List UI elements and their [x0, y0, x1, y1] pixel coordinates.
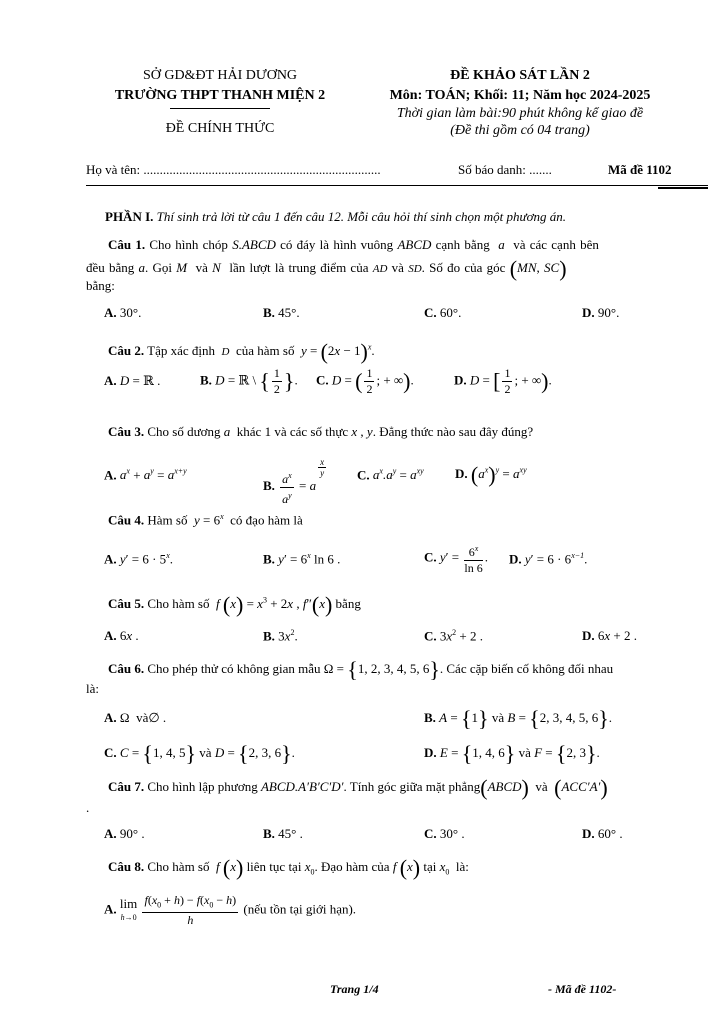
- name-field-label: Họ và tên: .........................................................................: [86, 162, 381, 177]
- q8-line1: Câu 8. Cho hàm số f (x) liên tục tại $x_0$. Đạo hàm của f (x) tại $x_0$ là:: [108, 855, 469, 880]
- q7-option-c: C. 30° .: [424, 826, 465, 841]
- q4-label: Câu 4.: [108, 512, 145, 528]
- footer-exam-code: - Mã đề 1102-: [548, 982, 617, 996]
- q2-line1: Câu 2. Tập xác định D của hàm số $y = (2x - 1)^x$.: [108, 339, 375, 364]
- part1-instruction: Thí sinh trả lời từ câu 1 đến câu 12. Mỗi câu hỏi thí sinh chọn một phương án.: [156, 209, 567, 224]
- q1-text: và các cạnh bên: [513, 237, 599, 252]
- q4-option-a: A. $y' = 6 \cdot 5^x$.: [104, 551, 173, 567]
- pages-line: (Đề thi gồm có 04 trang): [450, 123, 590, 138]
- q7-label: Câu 7.: [108, 778, 145, 794]
- q4-option-d: D. $y' = 6 \cdot 6^{x-1}$.: [509, 551, 588, 567]
- part1-heading: [105, 209, 566, 225]
- q5-label: Câu 5.: [108, 595, 145, 611]
- q1-text: có đáy là hình vuông: [280, 237, 394, 252]
- q1-text: cạnh bằng: [435, 237, 490, 252]
- q2-option-b: B. D = ℝ \ { $\frac{1}{2}$ }.: [200, 366, 298, 396]
- page-number: Trang 1/4: [330, 982, 379, 996]
- q1-line3: bằng:: [86, 278, 115, 293]
- school-name: TRƯỜNG THPT THANH MIỆN 2: [114, 88, 326, 103]
- q6-line1: Câu 6. Cho phép thử có không gian mẫu Ω = {1, 2, 3, 4, 5, 6}. Các cặp biến cố không đối nhau: [108, 657, 614, 682]
- q4-line1: Câu 4. Hàm số $y = 6^x$ có đạo hàm là: [108, 512, 303, 528]
- official-label: ĐỀ CHÍNH THỨC: [165, 121, 275, 136]
- q1-option-a: A. 30°.: [104, 305, 142, 320]
- q5-option-c: C. $3x^2 + 2$ .: [424, 628, 484, 644]
- q7-option-d: D. 60° .: [582, 826, 623, 841]
- q6-option-c: C. C = {1, 4, 5} và D = {2, 3, 6}.: [104, 741, 295, 766]
- q1-option-b: B. 45°.: [263, 305, 300, 320]
- q3-label: Câu 3.: [108, 424, 145, 439]
- header-divider: [170, 108, 270, 109]
- q6-option-b: B. A = {1} và B = {2, 3, 4, 5, 6}.: [424, 706, 613, 731]
- q8-label: Câu 8.: [108, 858, 145, 874]
- q7-option-a: A. 90° .: [104, 826, 145, 841]
- q6-option-d: D. E = {1, 4, 6} và F = {2, 3}.: [424, 741, 600, 766]
- q7-option-b: B. 45° .: [263, 826, 303, 841]
- q1-text: . Gọi: [145, 259, 173, 275]
- q3-option-b: B. $\frac{a^x}{a^y}$ = a $^{\frac{x}{y}}$: [263, 457, 325, 506]
- q1-text: . Số đo của góc: [421, 259, 506, 275]
- q5-line1: Câu 5. Cho hàm số f $(x) = x^3 + 2x$ , f″(x) bằng: [108, 592, 361, 617]
- time-line: Thời gian làm bài:90 phút không kể giao đề: [396, 106, 644, 121]
- dept-name: SỞ GD&ĐT HẢI DƯƠNG: [142, 68, 298, 83]
- q4-option-b: B. $y' = 6^x$ ln 6 .: [263, 551, 341, 567]
- q1-text: và: [391, 259, 404, 275]
- q6-option-a: A. Ω và∅ .: [104, 710, 167, 725]
- q1-line2: đều bằng a. Gọi M và N lần lượt là trung điểm của AD và SD. Số đo của góc (MN, SC): [86, 256, 567, 281]
- q6-line2: là:: [86, 681, 99, 696]
- q3-option-a: A. $a^x + a^y = a^{x+y}$: [104, 467, 187, 483]
- student-info-divider: [86, 185, 708, 186]
- q2-option-c: C. D = ( $\frac{1}{2}$ ; + ∞).: [316, 366, 414, 396]
- q6-label: Câu 6.: [108, 660, 145, 676]
- q1-option-d: D. 90°.: [582, 305, 620, 320]
- exam-title: ĐỀ KHẢO SÁT LẦN 2: [450, 68, 590, 83]
- q8-option-a: A. lim h→0 $\frac{f(x_0 + h) - f(x_0 - h)}{h}$ (nếu tồn tại giới hạn).: [104, 893, 357, 928]
- subject-line: Môn: TOÁN; Khối: 11; Năm học 2024-2025: [389, 88, 651, 103]
- q5-option-a: A. 6x .: [104, 628, 139, 643]
- q1-text: và: [195, 259, 208, 275]
- q1-label: Câu 1.: [108, 237, 146, 252]
- q1-text: lần lượt là trung điểm của: [229, 259, 369, 275]
- part1-label: PHẦN I.: [105, 209, 154, 224]
- exam-code: Mã đề 1102: [608, 162, 672, 177]
- q3-option-d: D. $(a^x)^y = a^{xy}$: [455, 462, 527, 487]
- q7-dot: .: [86, 800, 90, 815]
- q1-text: đều bằng: [86, 259, 135, 275]
- q1-text: Cho hình chóp: [149, 237, 228, 252]
- q4-option-c: C. y′ = $\frac{6^x}{\ln 6}$ .: [424, 541, 488, 576]
- q1-option-c: C. 60°.: [424, 305, 462, 320]
- q5-option-b: B. $3x^2$.: [263, 628, 298, 644]
- q3-option-c: C. $a^x.a^y = a^{xy}$: [357, 467, 424, 483]
- q7-line1: Câu 7. Cho hình lập phương ABCD.A′B′C′D′. Tính góc giữa mặt phẳng(ABCD) và (ACC′A′): [108, 775, 608, 800]
- q1-line1: Câu 1. Cho hình chóp S.ABCD có đáy là hình vuông ABCD cạnh bằng a và các cạnh bên: [108, 237, 599, 252]
- q5-option-d: D. 6x + 2 .: [582, 628, 638, 643]
- q3-line1: Câu 3. Cho số dương a khác 1 và các số thực x , y. Đẳng thức nào sau đây đúng?: [108, 424, 534, 439]
- q2-option-a: A. D = ℝ .: [104, 373, 161, 388]
- q2-label: Câu 2.: [108, 342, 145, 358]
- q2-option-d: D. D = [ $\frac{1}{2}$ ; + ∞).: [454, 366, 552, 396]
- id-field-label: Số báo danh: .......: [458, 162, 552, 177]
- exam-code-rule: [658, 187, 708, 189]
